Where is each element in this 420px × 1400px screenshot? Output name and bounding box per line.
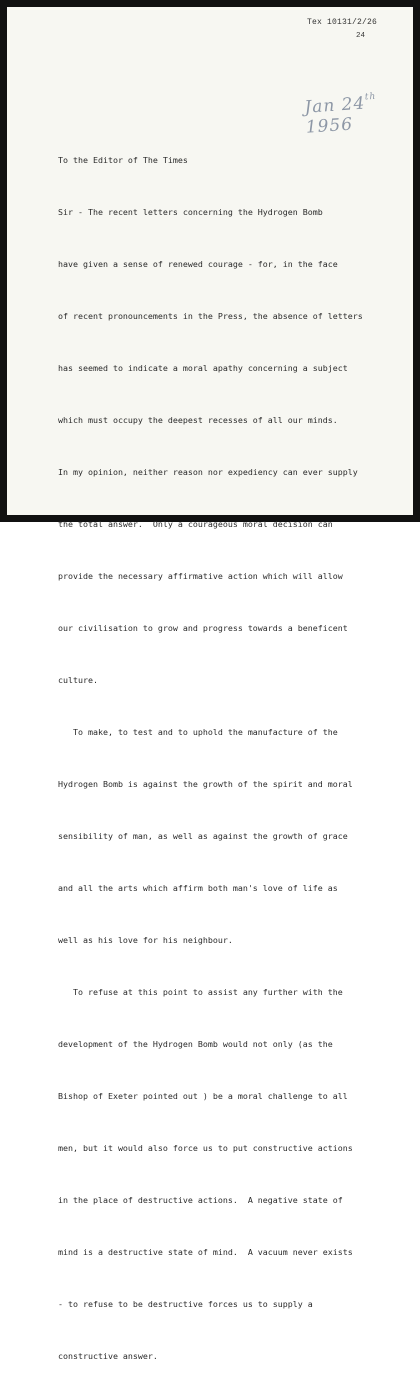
date-ordinal: th [364, 91, 377, 103]
archive-reference: Tex 10131/2/26 [307, 18, 378, 27]
letter-line: Bishop of Exeter pointed out ) be a moral challenge to all [58, 1091, 348, 1102]
letter-line: has seemed to indicate a moral apathy concerning a subject [58, 362, 348, 373]
letter-line: in the place of destructive actions. A negative state of [58, 1195, 343, 1206]
letter-line: development of the Hydrogen Bomb would not only (as the [58, 1039, 333, 1050]
letter-line: which must occupy the deepest recesses of all our minds. [58, 414, 338, 425]
archive-mark: 24 [356, 32, 366, 40]
letter-line: have given a sense of renewed courage - for, in the face [58, 258, 338, 269]
letter-line: provide the necessary affirmative action which will allow [58, 570, 343, 581]
letter-line: In my opinion, neither reason nor expediency can ever supply [58, 466, 358, 477]
letter-page [7, 7, 413, 1362]
letter-line: To refuse at this point to assist any further with the [58, 987, 343, 998]
letter-line: To make, to test and to uphold the manufacture of the [58, 727, 338, 738]
letter-line: the total answer. Only a courageous moral decision can [58, 518, 333, 529]
salutation: To the Editor of The Times [58, 154, 188, 165]
letter-line: Hydrogen Bomb is against the growth of the spirit and moral [58, 779, 353, 790]
letter-body [58, 117, 403, 1400]
date-year: 1956 [305, 114, 354, 138]
letter-line: men, but it would also force us to put constructive actions [58, 1143, 353, 1154]
letter-line: of recent pronouncements in the Press, the absence of letters [58, 310, 363, 321]
letter-line: mind is a destructive state of mind. A vacuum never exists [58, 1247, 353, 1258]
letter-line: - to refuse to be destructive forces us to supply a [58, 1299, 313, 1310]
letter-line: culture. [58, 675, 98, 685]
letter-line: constructive answer. [58, 1351, 158, 1362]
letter-line: Sir - The recent letters concerning the Hydrogen Bomb [58, 206, 323, 217]
letter-line: our civilisation to grow and progress towards a beneficent [58, 622, 348, 633]
letter-line: and all the arts which affirm both man's love of life as [58, 883, 338, 894]
letter-line: sensibility of man, as well as against the growth of grace [58, 831, 348, 842]
letter-line: well as his love for his neighbour. [58, 935, 233, 946]
date-month-day: Jan 24 [303, 93, 366, 118]
